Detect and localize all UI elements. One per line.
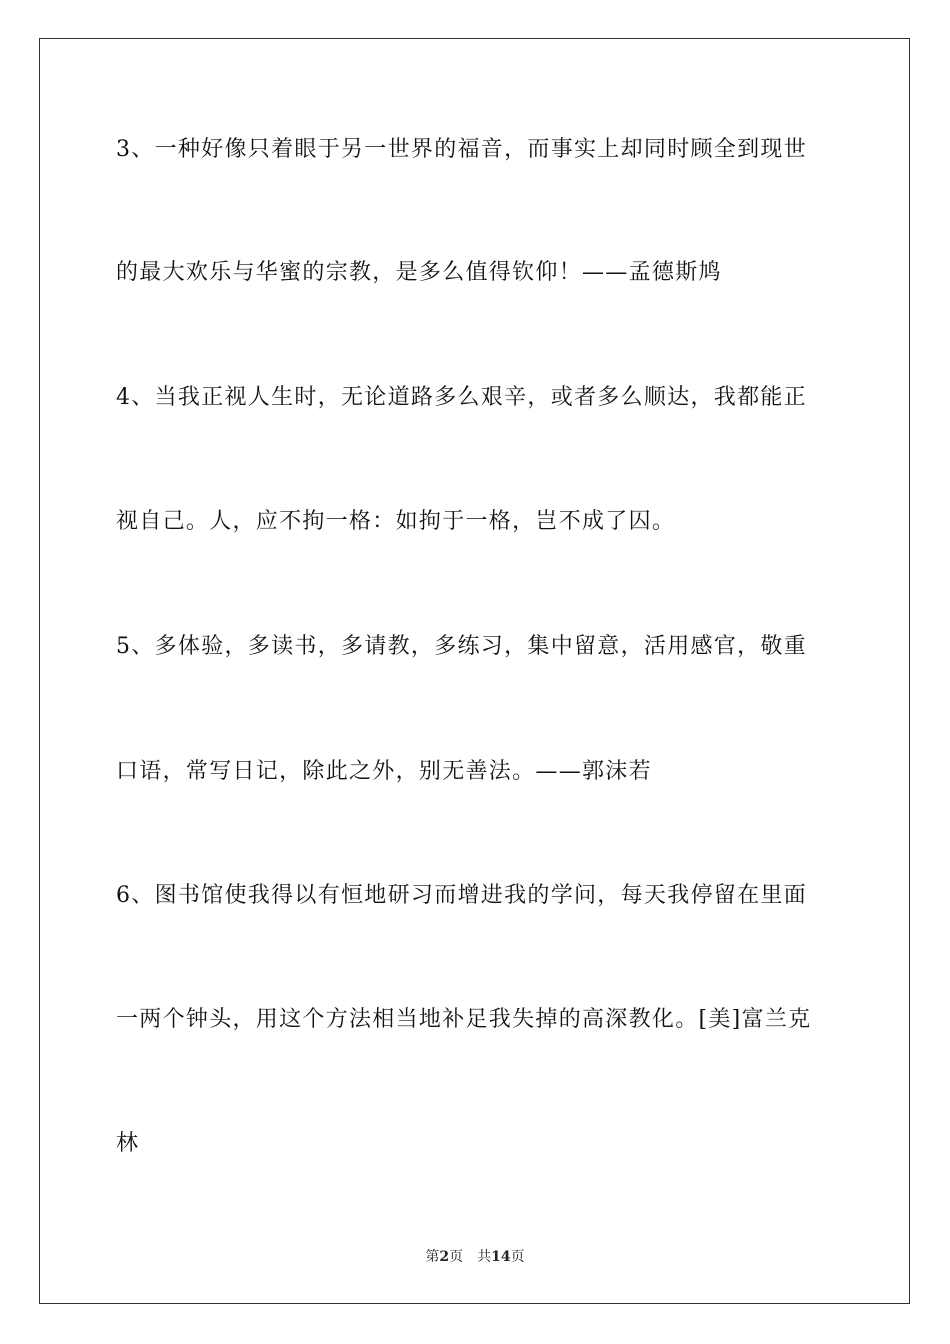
text-line: 6、图书馆使我得以有恒地研习而增进我的学问，每天我停留在里面 [116,883,807,908]
text-line: 4、当我正视人生时，无论道路多么艰辛，或者多么顺达，我都能正 [116,385,807,410]
total-pages: 14 [491,1249,511,1265]
total-suffix: 页 [510,1249,525,1265]
text-line: 一两个钟头，用这个方法相当地补足我失掉的高深教化。[美]富兰克 [116,1007,812,1032]
page-number: 2 [439,1249,450,1265]
text-line: 视自己。人，应不拘一格：如拘于一格，岂不成了囚。 [116,509,676,534]
page-suffix: 页 [449,1249,464,1265]
page-footer [0,1247,950,1267]
page-border [39,38,910,1304]
text-line: 口语，常写日记，除此之外，别无善法。——郭沫若 [116,759,652,784]
text-line: 林 [116,1131,140,1156]
page-prefix: 第 [425,1249,440,1265]
text-line: 5、多体验，多读书，多请教，多练习，集中留意，活用感官，敬重 [116,634,807,659]
total-prefix: 共 [477,1249,492,1265]
text-line: 3、一种好像只着眼于另一世界的福音，而事实上却同时顾全到现世 [116,137,807,162]
text-line: 的最大欢乐与华蜜的宗教，是多么值得钦仰！——孟德斯鸠 [116,260,722,285]
